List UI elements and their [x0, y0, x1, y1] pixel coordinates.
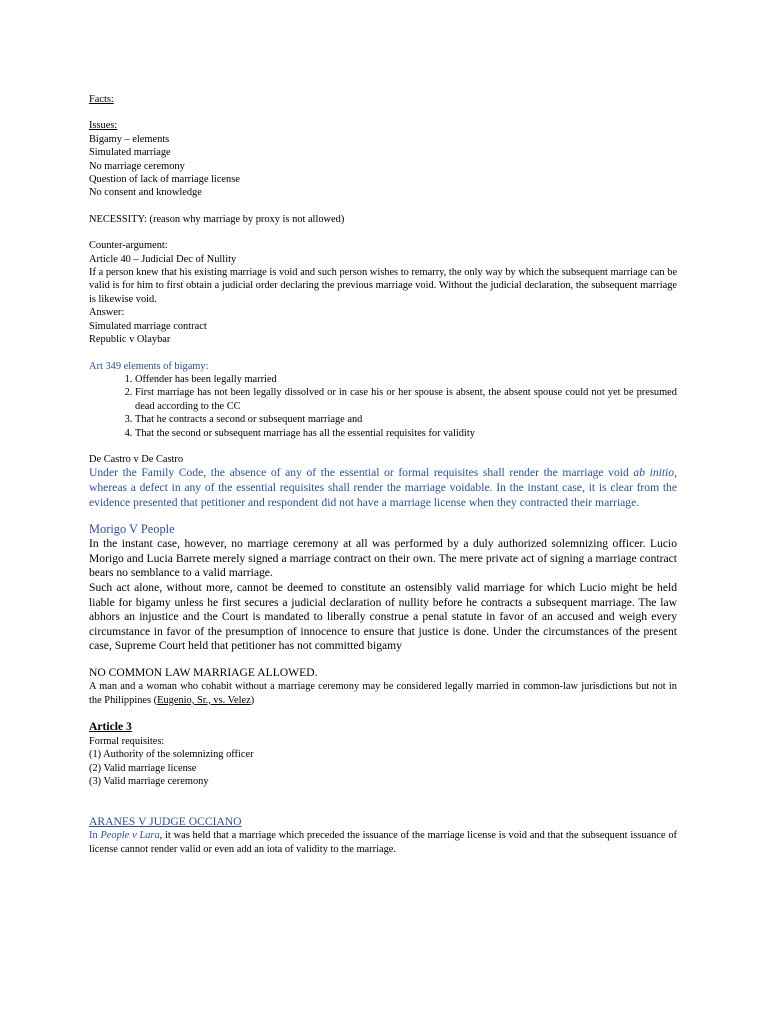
necessity-line: NECESSITY: (reason why marriage by proxy is not allowed) — [89, 213, 345, 225]
facts-label: Facts: — [89, 94, 114, 105]
counter-argument-label: Counter-argument: — [89, 240, 168, 252]
issue-item: Simulated marriage — [89, 147, 171, 159]
requisite-item: (1) Authority of the solemnizing officer — [89, 749, 254, 761]
counter-argument-body: If a person knew that his existing marriage is void and such person wishes to remarry, the only way by which the subsequent marriage can be valid is for him to first obtain a judicial order declaring the previous marriage void. Without the judicial declaration, the subsequent marriage is likewise void. — [89, 267, 677, 305]
list-item: 2. First marriage has not been legally dissolved or in case his or her spouse is absent, the absent spouse could not yet be presumed dead according to the CC — [135, 386, 677, 413]
common-law-text: A man and a woman who cohabit without a marriage ceremony may be considered legally married in common-law jurisdictions but not in the Philippines ( — [89, 681, 677, 706]
aranes-body — [89, 829, 677, 856]
document-page — [89, 93, 677, 856]
morigo-para-2: Such act alone, without more, cannot be deemed to constitute an ostensibly valid marriage for which Lucio might be held liable for bigamy unless he first secures a judicial declaration of nullity before he contracts a subsequent marriage. The law abhors an injustice and the Court is mandated to liberally construe a penal statute in favor of an accused and weigh every circumstance in favor of the presumption of innocence to ensure that justice is done. Under the circumstances of the present case, Supreme Court held that petitioner has not committed bigamy — [89, 580, 677, 653]
list-item: 4. That the second or subsequent marriage has all the essential requisites for validity — [135, 427, 677, 440]
issue-item: No marriage ceremony — [89, 160, 185, 172]
requisite-item: (3) Valid marriage ceremony — [89, 776, 209, 788]
issues-label: Issues: — [89, 120, 118, 132]
list-item: 3. That he contracts a second or subsequent marriage and — [135, 413, 677, 426]
formal-requisites-label: Formal requisites: — [89, 735, 165, 747]
article-40-heading: Article 40 – Judicial Dec of Nullity — [89, 253, 237, 265]
answer-line: Simulated marriage contract — [89, 320, 207, 332]
de-castro-text-1: Under the Family Code, the absence of any of the essential or formal requisites shall render the marriage void — [89, 466, 634, 480]
issue-item: Bigamy – elements — [89, 133, 170, 145]
aranes-prefix: In — [89, 830, 101, 842]
aranes-text: , it was held that a marriage which preceded the issuance of the marriage license is void and that the subsequent issuance of license cannot render valid or even add an iota of validity to the marriage. — [89, 830, 677, 855]
issue-item: No consent and knowledge — [89, 187, 202, 199]
answer-line: Republic v Olaybar — [89, 334, 171, 346]
requisite-item: (2) Valid marriage license — [89, 762, 197, 774]
people-v-lara-italic: People v Lara — [100, 830, 160, 842]
de-castro-heading: De Castro v De Castro — [89, 453, 184, 465]
de-castro-text-2: , whereas a defect in any of the essential requisites shall render the marriage voidable. In the instant case, it is clear from the evidence presented that petitioner and respondent did not have a marriage license when they contracted their marriage. — [89, 466, 677, 509]
list-item: 1. Offender has been legally married — [135, 373, 677, 386]
close-paren: ) — [250, 694, 255, 706]
bigamy-elements-list — [89, 373, 677, 440]
eugenio-citation: Eugenio, Sr., vs. Velez — [157, 694, 251, 706]
article-3-heading: Article 3 — [89, 720, 132, 734]
answer-label: Answer: — [89, 307, 125, 319]
art-349-heading: Art 349 elements of bigamy: — [89, 360, 209, 372]
common-law-body — [89, 680, 677, 707]
morigo-heading: Morigo V People — [89, 522, 175, 537]
morigo-para-1: In the instant case, however, no marriage ceremony at all was performed by a duly authorized solemnizing officer. Lucio Morigo and Lucia Barrete merely signed a marriage contract on their own. The mere private act of signing a marriage contract bears no semblance to a valid marriage. — [89, 537, 677, 580]
issue-item: Question of lack of marriage license — [89, 174, 240, 186]
aranes-heading: ARANES V JUDGE OCCIANO — [89, 814, 242, 828]
ab-initio-italic: ab initio — [633, 466, 675, 480]
common-law-heading: NO COMMON LAW MARRIAGE ALLOWED. — [89, 665, 318, 679]
de-castro-body — [89, 466, 677, 510]
